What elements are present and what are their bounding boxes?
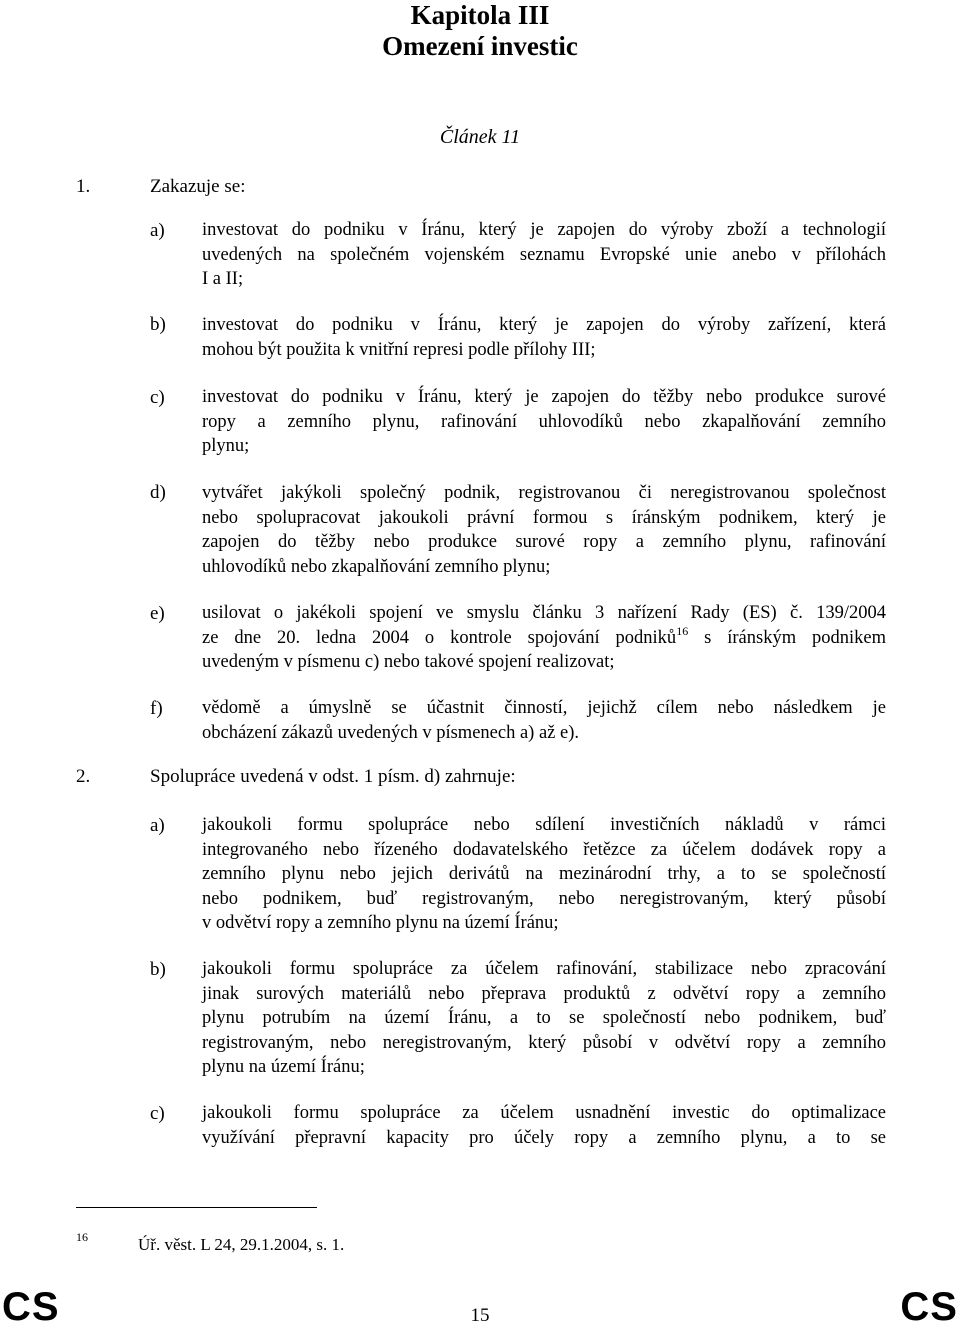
list-item: usilovat o jakékoli spojení ve smyslu článku 3 nařízení Rady (ES) č. 139/2004 ze dne 20. ledna 2004 o kontrole spojování podniků$^{16}$ s íránským podnikem uvedeným v písmenu c) nebo takové spojení realizovat; — [202, 603, 886, 672]
paragraph-number: 1. — [76, 176, 91, 197]
list-item: vytvářet jakýkoli společný podnik, registrovanou či neregistrovanou společnost nebo spolupracovat jakoukoli právní formou s íránským podnikem, který je zapojen do těžby nebo produkce surové ropy a zemního plynu, rafinování uhlovodíků nebo zkapalňování zemního plynu; — [202, 483, 886, 577]
footnote-text: Úř. věst. L 24, 29.1.2004, s. 1. — [138, 1235, 345, 1254]
chapter-title — [0, 0, 960, 62]
list-item: jakoukoli formu spolupráce nebo sdílení investičních nákladů v rámci integrovaného nebo řízeného dodavatelského řetězce za účelem dodávek ropy a zemního plynu nebo jejich derivátů na mezinárodní trhy, a to se společností nebo podnikem, buď registrovaným, nebo neregistrovaným, který působí v odvětví ropy a zemního plynu na území Íránu; — [202, 815, 886, 933]
list-item: jakoukoli formu spolupráce za účelem usnadnění investic do optimalizace využívání přepravní kapacity pro účely ropy a zemního plynu, a to se — [202, 1103, 886, 1148]
item-label: f) — [150, 698, 163, 719]
item-label: d) — [150, 482, 166, 503]
list-item: vědomě a úmyslně se účastnit činností, jejichž cílem nebo následkem je obcházení zákazů uvedených v písmenech a) až e). — [202, 698, 886, 743]
item-label: c) — [150, 1103, 165, 1124]
footnote-number: 16 — [76, 1230, 88, 1244]
item-label: b) — [150, 959, 166, 980]
item-label: e) — [150, 603, 165, 624]
item-label: c) — [150, 387, 165, 408]
chapter-number: Kapitola III — [410, 0, 550, 30]
paragraph-intro: Zakazuje se: — [150, 176, 246, 197]
footnote-reference: 16 — [676, 623, 689, 638]
article-heading: Článek 11 — [439, 126, 521, 148]
paragraph-intro: Spolupráce uvedená v odst. 1 písm. d) zahrnuje: — [150, 766, 516, 787]
list-item: investovat do podniku v Íránu, který je zapojen do výroby zboží a technologií uvedených na společném vojenském seznamu Evropské unie anebo v přílohách I a II; — [202, 220, 886, 289]
item-label: a) — [150, 815, 165, 836]
list-item: investovat do podniku v Íránu, který je zapojen do výroby zařízení, která mohou být použita k vnitřní represi podle přílohy III; — [202, 315, 886, 360]
paragraph-number: 2. — [76, 766, 91, 787]
list-item: jakoukoli formu spolupráce za účelem rafinování, stabilizace nebo zpracování jinak surových materiálů nebo přeprava produktů z odvětví ropy a zemního plynu potrubím na území Íránu, a to se společností nebo podnikem, buď registrovaným, nebo neregistrovaným, který působí v odvětví ropy a zemního plynu na území Íránu; — [202, 959, 886, 1077]
list-item: investovat do podniku v Íránu, který je zapojen do těžby nebo produkce surové ropy a zemního plynu, rafinování uhlovodíků nebo zkapalňování zemního plynu; — [202, 387, 886, 456]
item-label: b) — [150, 314, 166, 335]
footnote-divider — [76, 1207, 317, 1208]
item-label: a) — [150, 220, 165, 241]
footer-language-right: CS — [900, 1285, 958, 1329]
footer-language-left: CS — [2, 1285, 60, 1329]
chapter-subtitle: Omezení investic — [382, 31, 578, 61]
page-number: 15 — [470, 1305, 490, 1326]
